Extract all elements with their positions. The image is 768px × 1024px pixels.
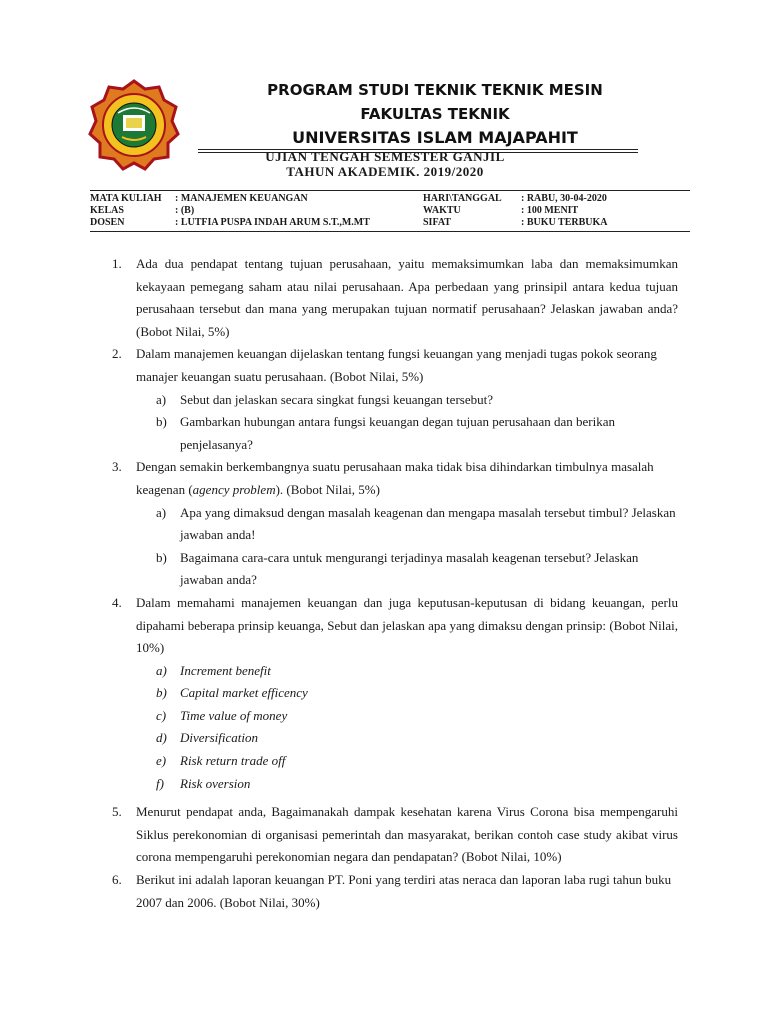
institution-header (200, 78, 670, 150)
exam-name: UJIAN TENGAH SEMESTER GANJIL (265, 149, 505, 164)
sub-question: a) Sebut dan jelaskan secara singkat fungsi keuangan tersebut? (156, 391, 493, 407)
program-title: PROGRAM STUDI TEKNIK TEKNIK MESIN (267, 81, 603, 99)
university-title: UNIVERSITAS ISLAM MAJAPAHIT (292, 128, 578, 147)
principle-item: d) Diversification (156, 730, 258, 746)
academic-year: TAHUN AKADEMIK. 2019/2020 (286, 164, 484, 179)
question-3: 3. Dengan semakin berkembangnya suatu perusahaan maka tidak bisa dihindarkan timbulnya masalah keagenan (agency problem). (Bobot Nilai, 5%) (112, 459, 654, 497)
question-6: 6. Berikut ini adalah laporan keuangan PT. Poni yang terdiri atas neraca dan laporan laba rugi tahun buku 2007 dan 2006. (Bobot Nilai, 30%) (112, 872, 672, 910)
agency-problem-term: agency problem (192, 481, 276, 497)
info-divider (90, 231, 690, 232)
sub-question: b) Bagaimana cara-cara untuk mengurangi terjadinya masalah keagenan tersebut? Jelaskan jawaban anda? (156, 549, 639, 588)
principle-item: c) Time value of money (156, 707, 288, 723)
info-divider (90, 190, 690, 191)
principle-item: f) Risk oversion (156, 775, 251, 791)
info-row: DOSEN : LUTFIA PUSPA INDAH ARUM S.T.,M.MT SIFAT : BUKU TERBUKA (90, 217, 608, 228)
question-list (112, 253, 678, 914)
info-row: MATA KULIAH : MANAJEMEN KEUANGAN HARI\TANGGAL : RABU, 30-04-2020 (90, 193, 607, 204)
question-1: 1. Ada dua pendapat tentang tujuan perusahaan, yaitu memaksimumkan laba dan memaksimumkan kekayaan pemegang saham atau nilai perusahaan. Apa perbedaan yang prinsipil antara kedua tujuan perusahaan tersebut dan mana yang merupakan tujuan normatif perusahaan? Jelaskan jawaban anda? (Bobot Nilai, 5%) (112, 256, 678, 339)
sub-question: b) Gambarkan hubungan antara fungsi keuangan degan tujuan perusahaan dan berikan penjelasanya? (156, 414, 615, 452)
question-4: 4. Dalam memahami manajemen keuangan dan juga keputusan-keputusan di bidang keuangan, perlu dipahami beberapa prinsip keuanga, Sebut dan jelaskan apa yang dimaksu dengan prinsip: (Bobot Nilai, 10%) (112, 594, 678, 656)
question-5: 5. Menurut pendapat anda, Bagaimanakah dampak kesehatan karena Virus Corona bisa mempengaruhi Siklus perekonomian di organisasi pemerintah dan masyarakat, berikan contoh case study akibat virus corona mempengaruhi perekonomian negara dan pendapatan? (Bobot Nilai, 10%) (112, 804, 678, 865)
exam-info-table (90, 193, 690, 229)
sub-question: a) Apa yang dimaksud dengan masalah keagenan dan mengapa masalah tersebut timbul? Jelaskan jawaban anda! (156, 504, 676, 543)
principle-item: b) Capital market efficency (156, 685, 308, 701)
principle-item: e) Risk return trade off (156, 753, 286, 769)
exam-title (200, 149, 570, 179)
info-row: KELAS : (B) WAKTU : 100 MENIT (90, 205, 579, 216)
faculty-title: FAKULTAS TEKNIK (360, 105, 510, 123)
university-logo-icon (88, 79, 180, 171)
principle-item: a) Increment benefit (156, 662, 271, 678)
question-2: 2. Dalam manajemen keuangan dijelaskan tentang fungsi keuangan yang menjadi tugas pokok seorang manajer keuangan suatu perusahaan. (Bobot Nilai, 5%) (112, 346, 657, 384)
